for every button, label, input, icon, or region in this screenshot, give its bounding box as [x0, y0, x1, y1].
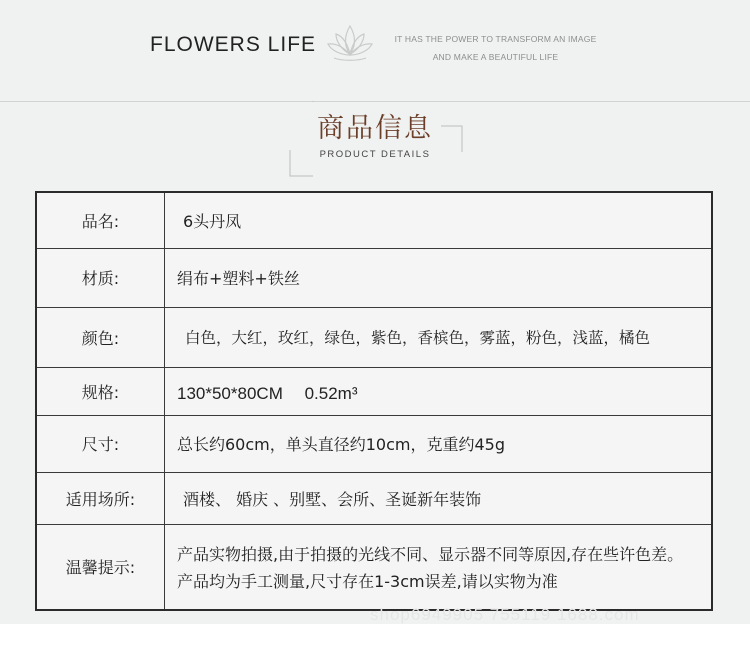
row-value: 绢布+塑料+铁丝	[165, 248, 713, 307]
row-label: 材质:	[36, 248, 165, 307]
tagline	[388, 30, 603, 66]
table-row	[36, 524, 712, 610]
section-title: 商品信息	[317, 113, 433, 144]
table-row	[36, 248, 712, 307]
row-label: 温馨提示:	[36, 524, 165, 610]
row-label: 颜色:	[36, 307, 165, 367]
header-divider	[0, 101, 750, 102]
row-label: 适用场所:	[36, 472, 165, 524]
row-value: 产品实物拍摄,由于拍摄的光线不同、显示器不同等原因,存在些许色差。产品均为手工测量,尺寸存在1-3cm误差,请以实物为准	[165, 524, 713, 610]
row-value: 酒楼、 婚庆 、别墅、会所、圣诞新年装饰	[165, 472, 713, 524]
lotus-icon	[322, 18, 378, 68]
row-label: 规格:	[36, 367, 165, 415]
table-row	[36, 415, 712, 472]
row-value: 130*50*80CM 0.52m³	[165, 367, 713, 415]
product-details-table	[35, 191, 713, 611]
footer-strip	[0, 624, 750, 652]
table-row	[36, 307, 712, 367]
row-label: 品名:	[36, 192, 165, 248]
row-label: 尺寸:	[36, 415, 165, 472]
row-value: 6头丹凤	[165, 192, 713, 248]
section-subtitle: PRODUCT DETAILS	[319, 149, 431, 160]
row-value: 总长约60cm，单头直径约10cm，克重约45g	[165, 415, 713, 472]
tagline-line-1: IT HAS THE POWER TO TRANSFORM AN IMAGE	[394, 34, 597, 44]
brand-name: FLOWERS LIFE	[150, 33, 317, 56]
table-row	[36, 367, 712, 415]
tagline-line-2: AND MAKE A BEAUTIFUL LIFE	[432, 52, 559, 62]
table-row	[36, 192, 712, 248]
row-value: 白色，大红，玫红，绿色，紫色，香槟色，雾蓝，粉色，浅蓝，橘色	[165, 307, 713, 367]
watermark: shop6949905 755119 1688.com	[370, 605, 640, 624]
table-row	[36, 472, 712, 524]
